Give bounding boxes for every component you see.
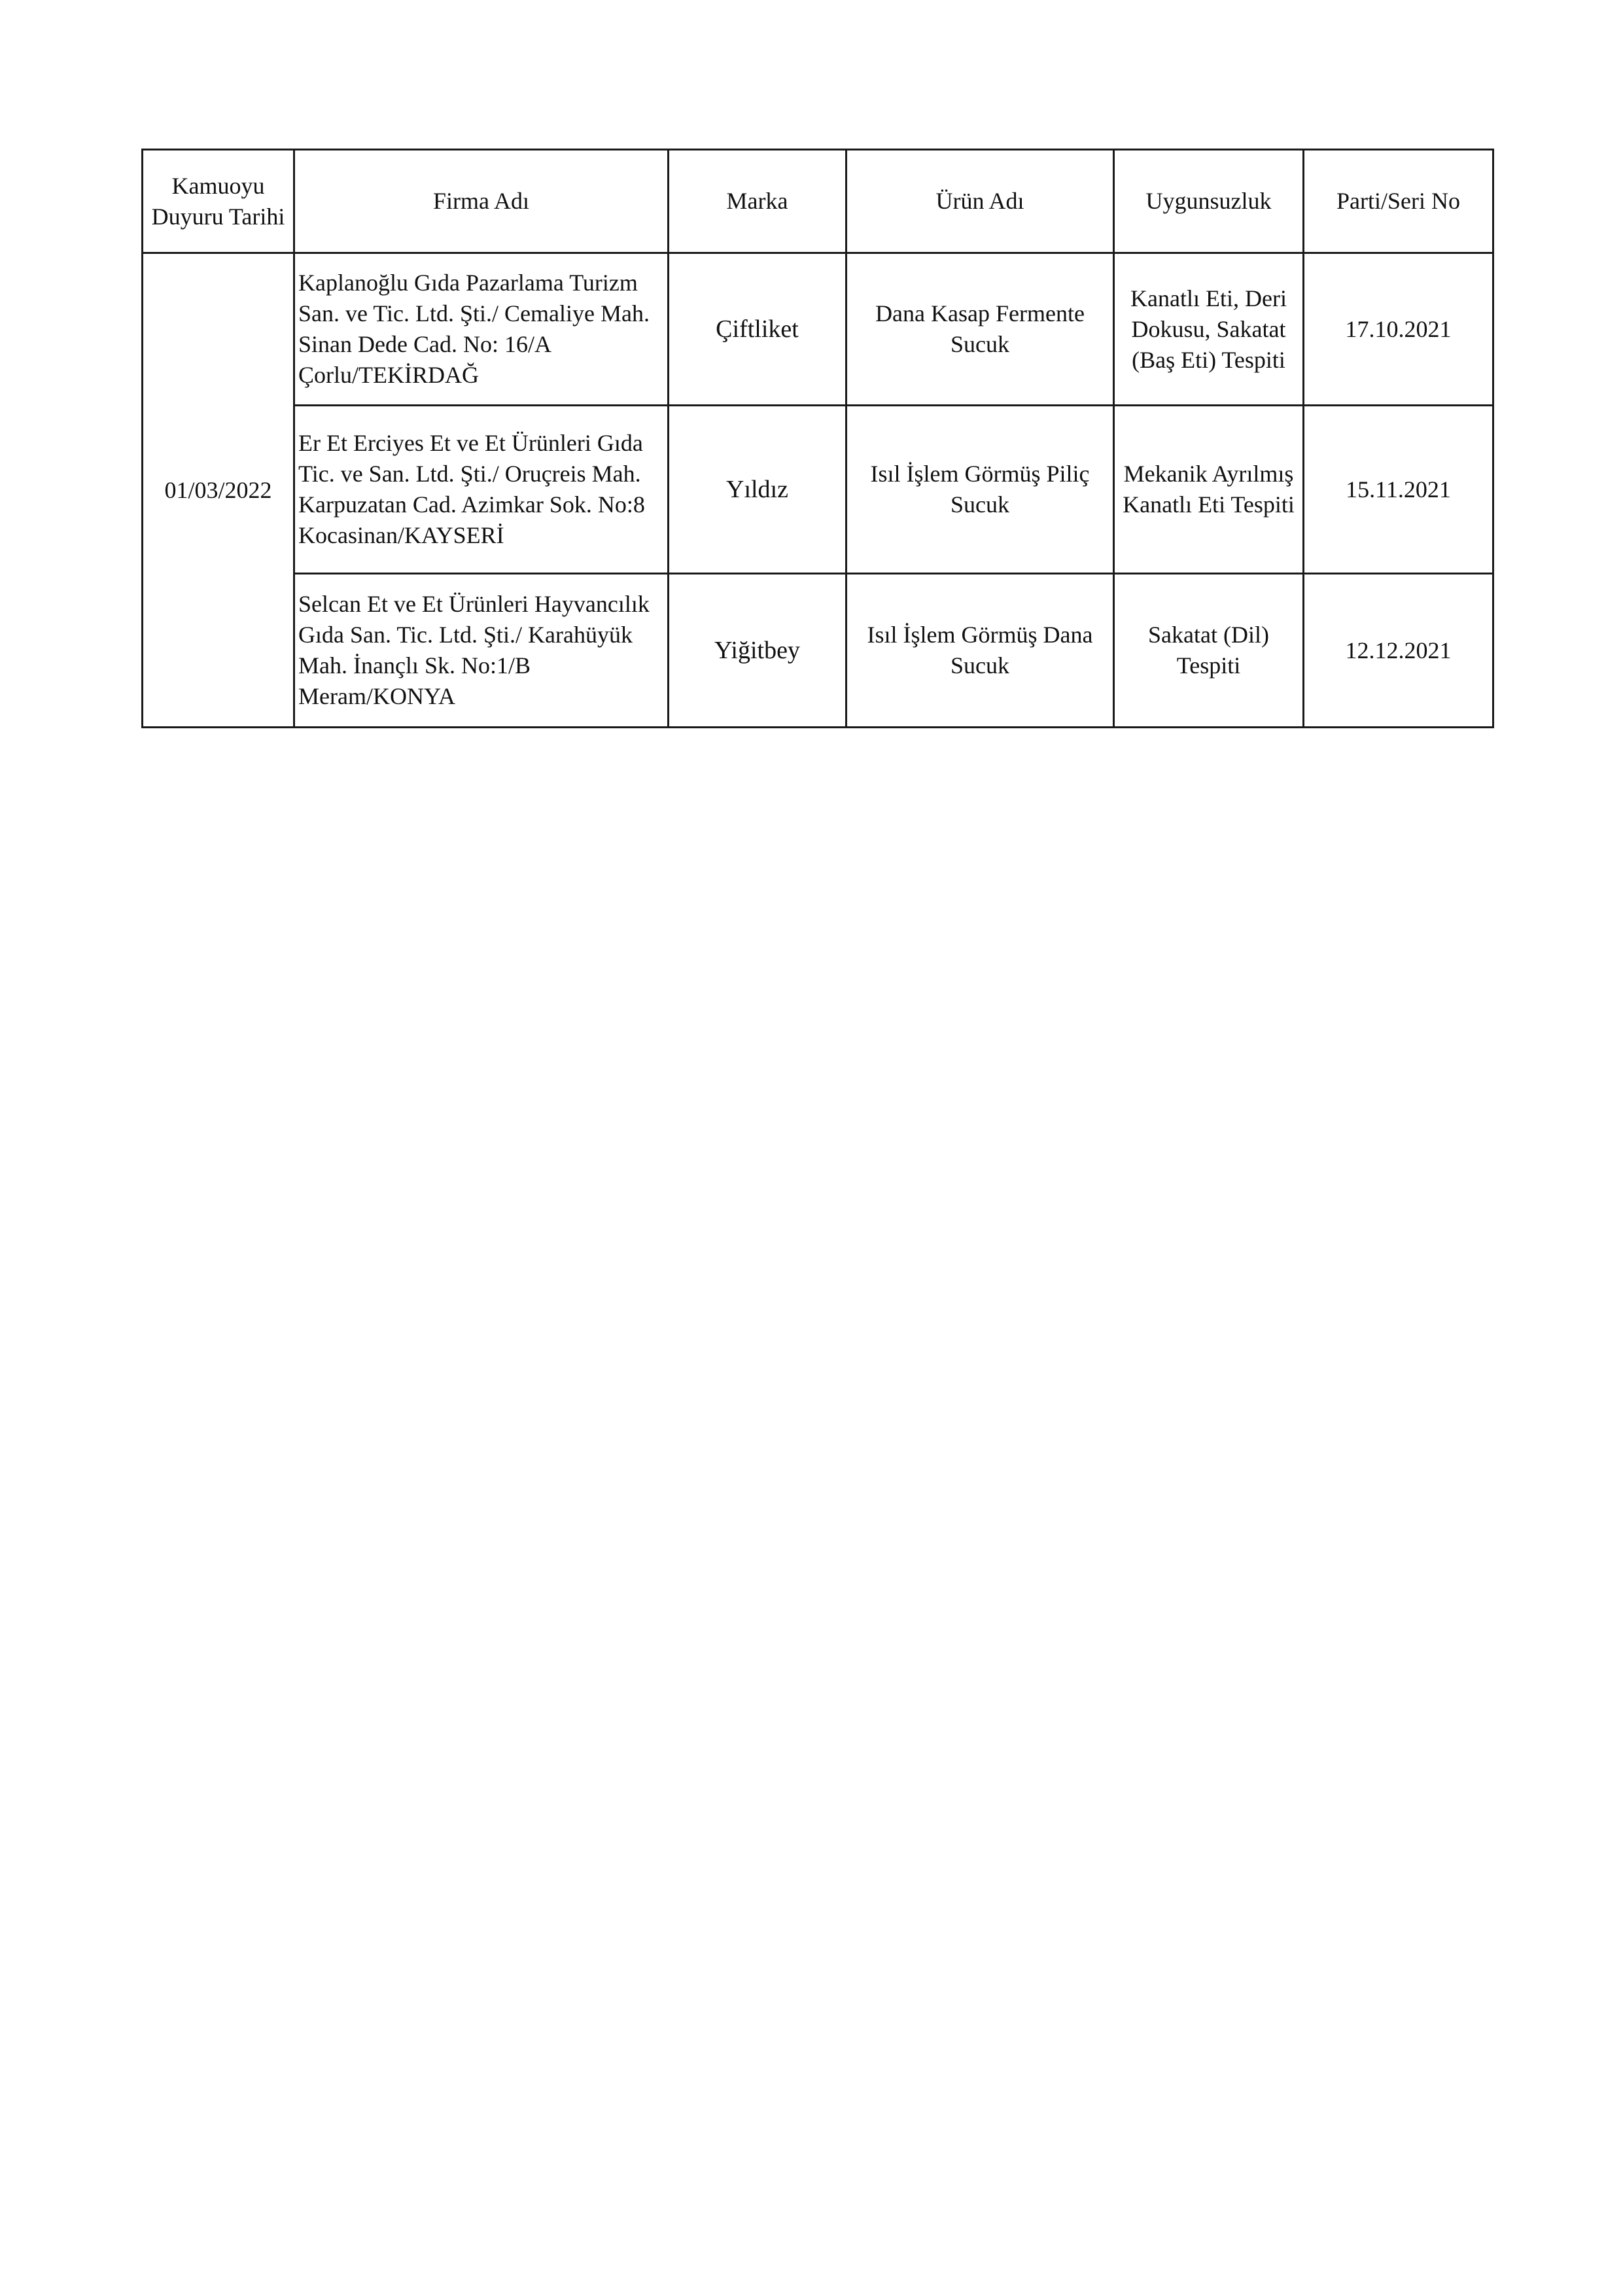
product-name-cell: Dana Kasap Fermente Sucuk [846,253,1114,406]
lot-number-cell: 12.12.2021 [1304,574,1493,728]
nonconformity-cell: Kanatlı Eti, Deri Dokusu, Sakatat (Baş Eti) Tespiti [1114,253,1304,406]
product-name-cell: Isıl İşlem Görmüş Dana Sucuk [846,574,1114,728]
firm-name-cell: Kaplanoğlu Gıda Pazarlama Turizm San. ve Tic. Ltd. Şti./ Cemaliye Mah. Sinan Dede Cad. No: 16/A Çorlu/TEKİRDAĞ [294,253,669,406]
lot-number-cell: 17.10.2021 [1304,253,1493,406]
firm-name-cell: Er Et Erciyes Et ve Et Ürünleri Gıda Tic. ve San. Ltd. Şti./ Oruçreis Mah. Karpuzatan Cad. Azimkar Sok. No:8 Kocasinan/KAYSERİ [294,406,669,574]
header-firm-name: Firma Adı [294,150,669,253]
table-row [143,406,1493,574]
firm-name-cell: Selcan Et ve Et Ürünleri Hayvancılık Gıda San. Tic. Ltd. Şti./ Karahüyük Mah. İnançlı Sk. No:1/B Meram/KONYA [294,574,669,728]
header-product-name: Ürün Adı [846,150,1114,253]
lot-number-cell: 15.11.2021 [1304,406,1493,574]
nonconformity-cell: Mekanik Ayrılmış Kanatlı Eti Tespiti [1114,406,1304,574]
header-nonconformity: Uygunsuzluk [1114,150,1304,253]
header-announcement-date: Kamuoyu Duyuru Tarihi [143,150,294,253]
header-row [143,150,1493,253]
nonconformity-cell: Sakatat (Dil) Tespiti [1114,574,1304,728]
table-row [143,253,1493,406]
recall-table [141,149,1494,728]
header-lot-number: Parti/Seri No [1304,150,1493,253]
table-row [143,574,1493,728]
brand-cell: Yıldız [669,406,846,574]
brand-cell: Çiftliket [669,253,846,406]
brand-cell: Yiğitbey [669,574,846,728]
product-name-cell: Isıl İşlem Görmüş Piliç Sucuk [846,406,1114,574]
header-brand: Marka [669,150,846,253]
announcement-date-cell: 01/03/2022 [143,253,294,728]
